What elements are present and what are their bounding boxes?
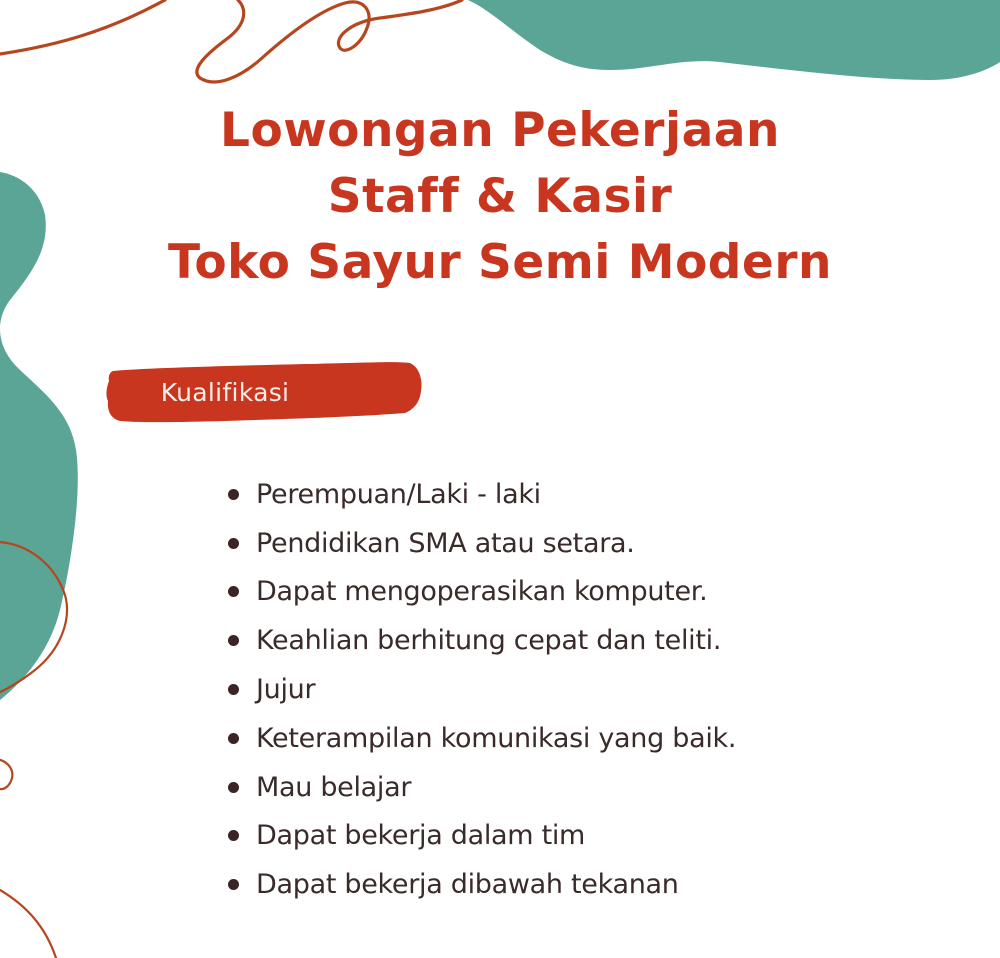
bullet-icon [228,586,239,597]
title-line-1: Lowongan Pekerjaan [220,103,780,158]
bullet-icon [228,830,239,841]
bullet-icon [228,879,239,890]
bullet-icon [228,489,239,500]
list-item [228,470,736,519]
bullet-icon [228,733,239,744]
list-item [228,568,736,617]
section-badge-kualifikasi [105,361,423,423]
bullet-icon [228,635,239,646]
list-item [228,812,736,861]
poster-title [0,98,1000,296]
list-item-text: Keahlian berhitung cepat dan teliti. [256,625,722,657]
list-item-text: Jujur [256,674,316,706]
bullet-icon [228,782,239,793]
badge-label: Kualifikasi [160,377,290,407]
list-item [228,519,736,568]
list-item-text: Dapat bekerja dibawah tekanan [256,869,679,901]
teal-blob-top-right [468,0,1000,80]
list-item [228,714,736,763]
bullet-icon [228,538,239,549]
qualifications-list [228,470,736,909]
swirl-line-top [0,0,462,82]
list-item-text: Mau belajar [256,771,412,803]
list-item-text: Dapat bekerja dalam tim [256,820,586,852]
bullet-icon [228,684,239,695]
list-item-text: Keterampilan komunikasi yang baik. [256,722,737,754]
list-item-text: Perempuan/Laki - laki [256,478,541,510]
list-item [228,763,736,812]
list-item-text: Dapat mengoperasikan komputer. [256,576,708,608]
title-line-3: Toko Sayur Semi Modern [168,235,832,290]
list-item [228,616,736,665]
title-line-2: Staff & Kasir [327,169,673,224]
list-item [228,860,736,909]
list-item [228,665,736,714]
list-item-text: Pendidikan SMA atau setara. [256,527,635,559]
swirl-line-left [0,542,67,958]
